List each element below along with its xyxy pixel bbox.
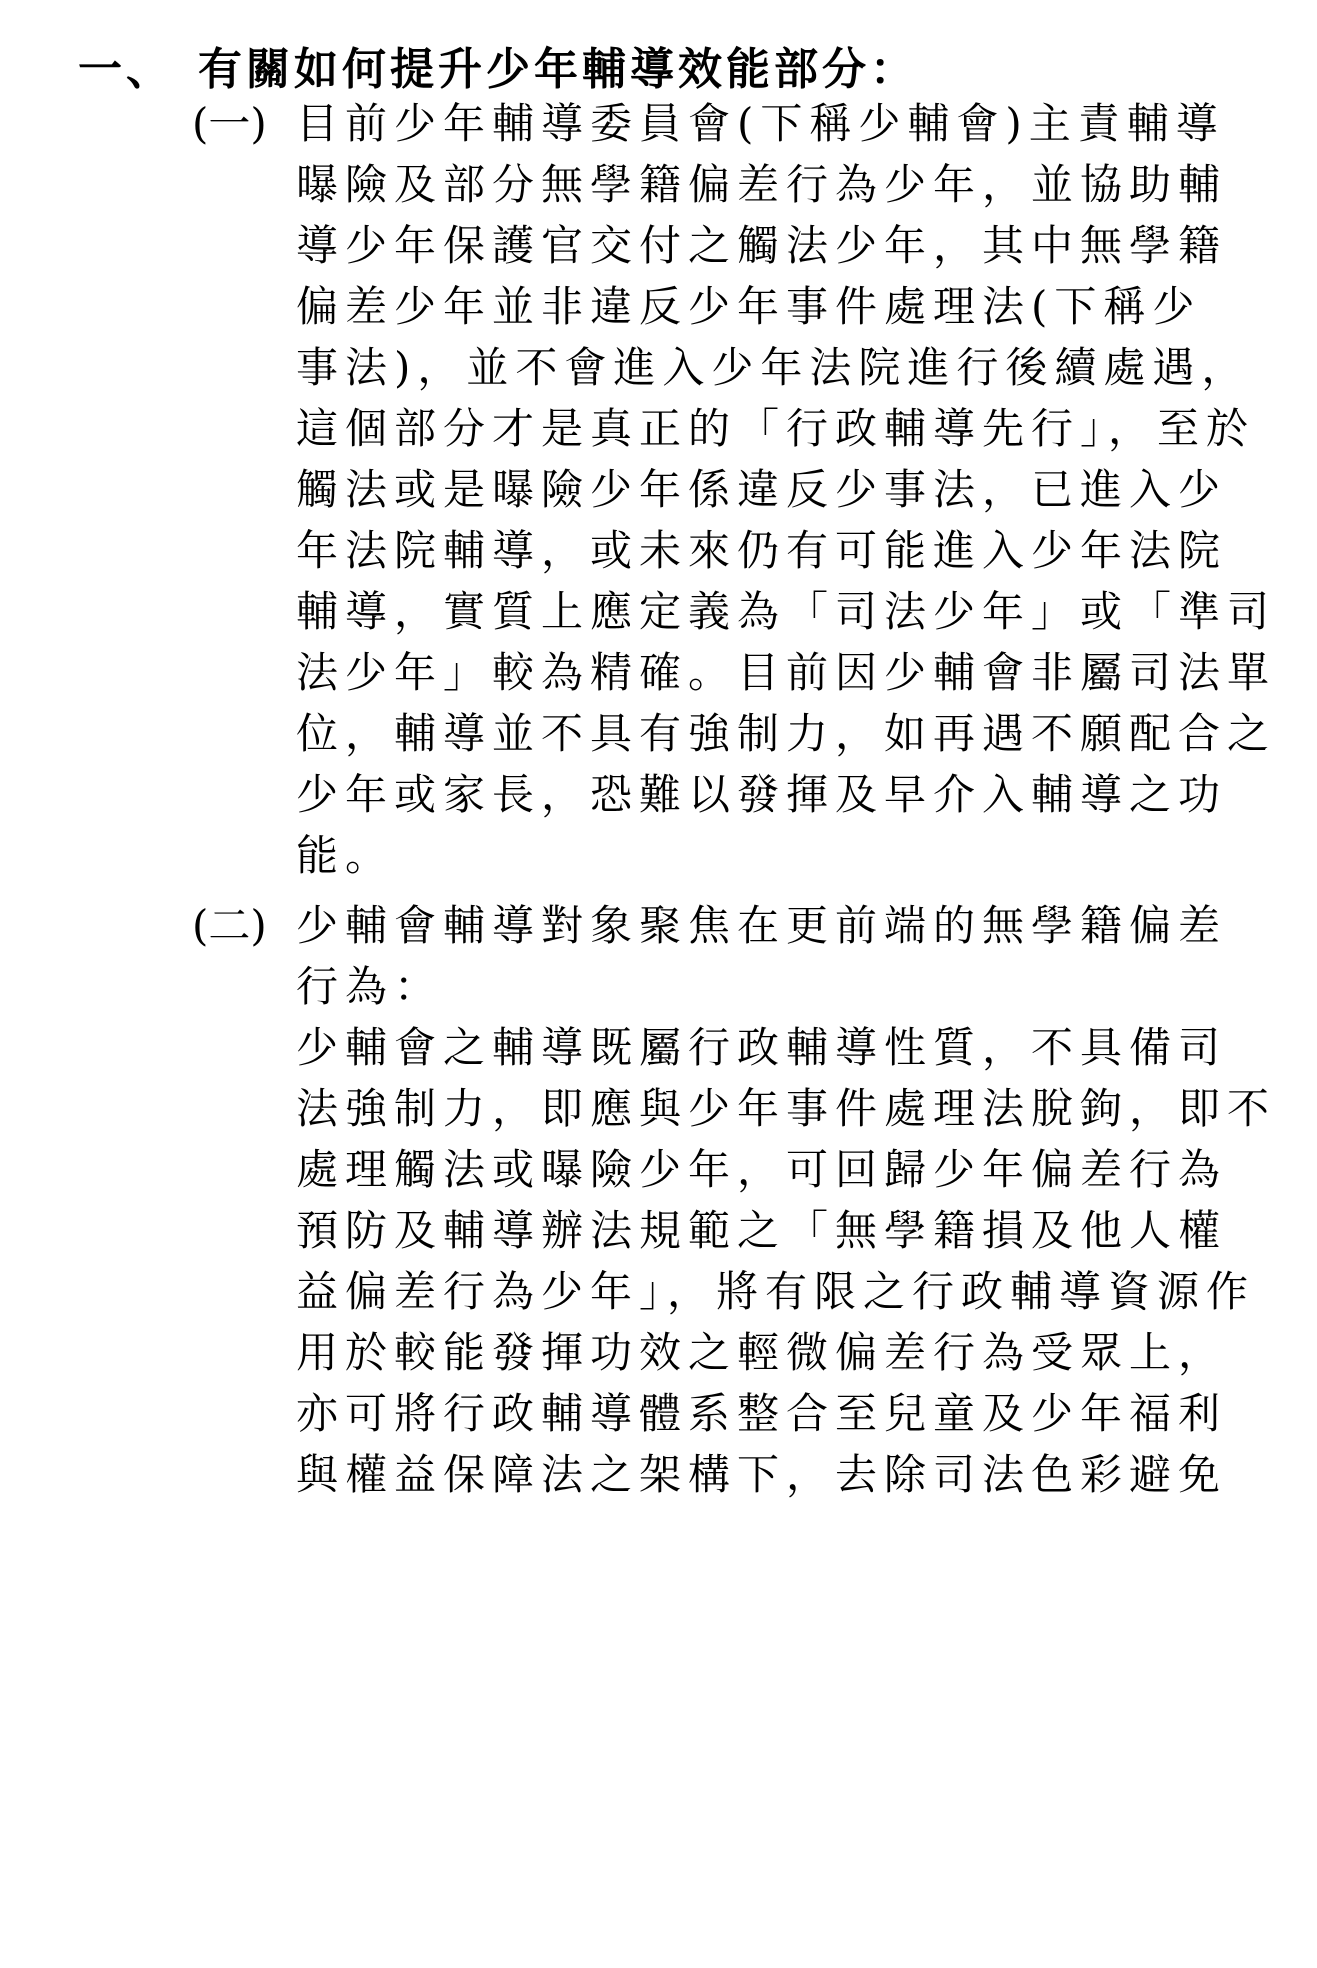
paragraph-line: 輔導，實質上應定義為「司法少年」或「準司 bbox=[296, 587, 1277, 636]
paragraph-line: 益偏差行為少年」，將有限之行政輔導資源作 bbox=[296, 1267, 1256, 1316]
paragraph-line: 能。 bbox=[296, 831, 395, 880]
paragraph-line: 少輔會之輔導既屬行政輔導性質，不具備司 bbox=[296, 1023, 1228, 1072]
paragraph-line: 這個部分才是真正的「行政輔導先行」，至於 bbox=[296, 404, 1256, 453]
paragraph-line: 曝險及部分無學籍偏差行為少年，並協助輔 bbox=[296, 160, 1228, 209]
section-heading bbox=[78, 40, 918, 100]
paragraph-line: 偏差少年並非違反少年事件處理法(下稱少 bbox=[296, 282, 1202, 331]
paragraph-line: 預防及輔導辦法規範之「無學籍損及他人權 bbox=[296, 1206, 1228, 1255]
paragraph-line: 與權益保障法之架構下，去除司法色彩避免 bbox=[296, 1450, 1228, 1499]
item-label-1: (一) bbox=[192, 99, 267, 148]
paragraph-line: 法強制力，即應與少年事件處理法脫鉤，即不 bbox=[296, 1084, 1277, 1133]
paragraph-line: 少輔會輔導對象聚焦在更前端的無學籍偏差 bbox=[296, 901, 1228, 950]
paragraph-line: 處理觸法或曝險少年，可回歸少年偏差行為 bbox=[296, 1145, 1228, 1194]
paragraph-line: 少年或家長，恐難以發揮及早介入輔導之功 bbox=[296, 770, 1228, 819]
item-label-2: (二) bbox=[192, 901, 267, 950]
paragraph-line: 目前少年輔導委員會(下稱少輔會)主責輔導 bbox=[296, 99, 1225, 148]
paragraph-line: 事法)，並不會進入少年法院進行後續處遇， bbox=[296, 343, 1251, 392]
section-number: 一、 bbox=[78, 44, 174, 95]
paragraph-line: 年法院輔導，或未來仍有可能進入少年法院 bbox=[296, 526, 1228, 575]
paragraph-line: 亦可將行政輔導體系整合至兒童及少年福利 bbox=[296, 1389, 1228, 1438]
paragraph-line: 法少年」較為精確。目前因少輔會非屬司法單 bbox=[296, 648, 1277, 697]
paragraph-line: 觸法或是曝險少年係違反少事法，已進入少 bbox=[296, 465, 1228, 514]
paragraph-line: 行為： bbox=[296, 962, 444, 1011]
section-title: 有關如何提升少年輔導效能部分： bbox=[198, 44, 918, 95]
paragraph-line: 用於較能發揮功效之輕微偏差行為受眾上， bbox=[296, 1328, 1228, 1377]
paragraph-line: 位，輔導並不具有強制力，如再遇不願配合之 bbox=[296, 709, 1277, 758]
paragraph-line: 導少年保護官交付之觸法少年，其中無學籍 bbox=[296, 221, 1228, 270]
